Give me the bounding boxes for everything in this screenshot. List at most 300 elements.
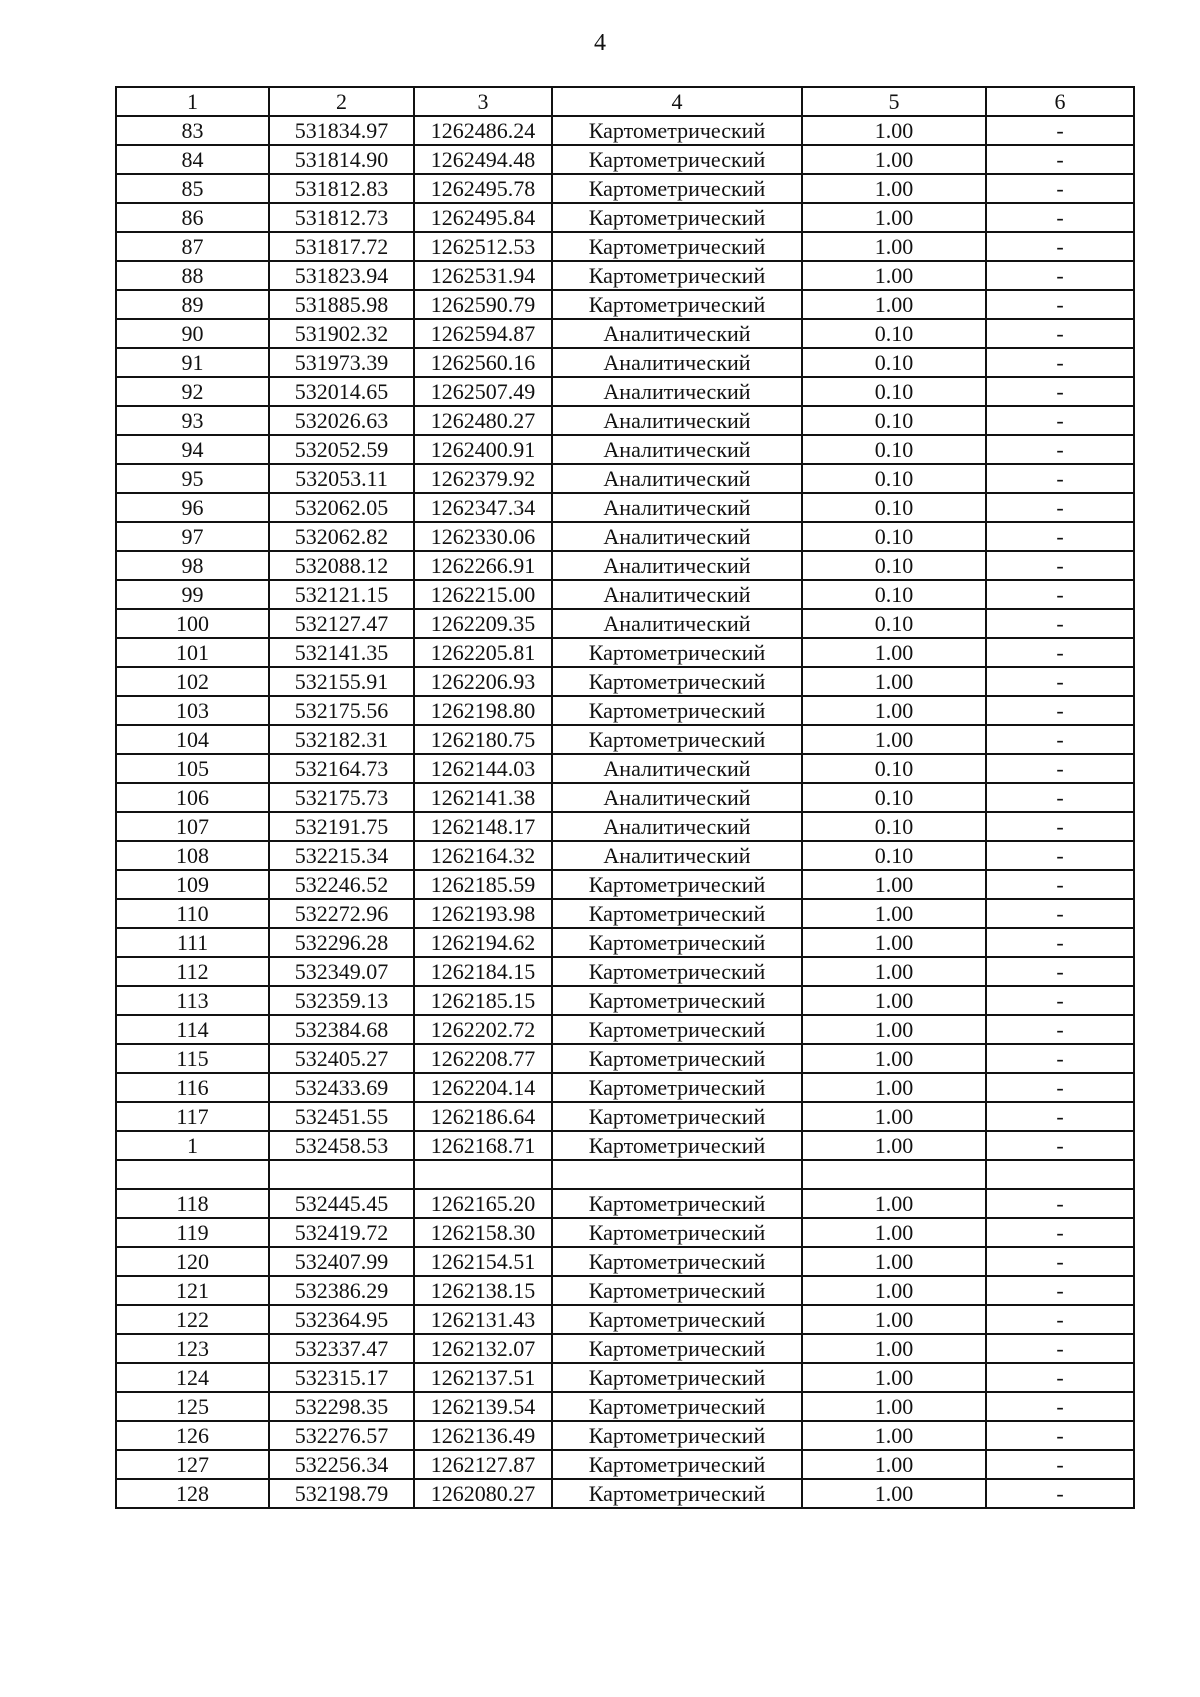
header-col-3: 3	[414, 87, 552, 116]
table-row	[116, 551, 1134, 580]
method-cell: Картометрический	[552, 638, 802, 667]
accuracy-cell: 1.00	[802, 1102, 986, 1131]
header-col-1: 1	[116, 87, 269, 116]
table-row	[116, 174, 1134, 203]
accuracy-cell: 1.00	[802, 1450, 986, 1479]
accuracy-cell: 1.00	[802, 638, 986, 667]
y-coordinate-cell: 1262594.87	[414, 319, 552, 348]
method-cell: Картометрический	[552, 1392, 802, 1421]
accuracy-cell: 1.00	[802, 899, 986, 928]
y-coordinate-cell: 1262141.38	[414, 783, 552, 812]
page-number: 4	[594, 30, 606, 56]
point-number-cell: 113	[116, 986, 269, 1015]
method-cell: Картометрический	[552, 870, 802, 899]
point-number-cell: 107	[116, 812, 269, 841]
x-coordinate-cell: 532062.82	[269, 522, 414, 551]
x-coordinate-cell: 532175.73	[269, 783, 414, 812]
x-coordinate-cell: 532026.63	[269, 406, 414, 435]
point-number-cell: 122	[116, 1305, 269, 1334]
point-number-cell: 126	[116, 1421, 269, 1450]
x-coordinate-cell: 532121.15	[269, 580, 414, 609]
method-cell: Аналитический	[552, 406, 802, 435]
x-coordinate-cell: 532419.72	[269, 1218, 414, 1247]
note-cell: -	[986, 870, 1134, 899]
accuracy-cell: 0.10	[802, 319, 986, 348]
point-number-cell: 101	[116, 638, 269, 667]
x-coordinate-cell: 531812.83	[269, 174, 414, 203]
method-cell: Картометрический	[552, 696, 802, 725]
x-coordinate-cell: 532445.45	[269, 1189, 414, 1218]
header-col-2: 2	[269, 87, 414, 116]
note-cell	[986, 1160, 1134, 1189]
accuracy-cell: 0.10	[802, 522, 986, 551]
point-number-cell: 89	[116, 290, 269, 319]
table-row	[116, 696, 1134, 725]
point-number-cell: 125	[116, 1392, 269, 1421]
point-number-cell: 93	[116, 406, 269, 435]
note-cell: -	[986, 435, 1134, 464]
header-col-5: 5	[802, 87, 986, 116]
accuracy-cell: 1.00	[802, 116, 986, 145]
note-cell: -	[986, 1334, 1134, 1363]
y-coordinate-cell: 1262185.15	[414, 986, 552, 1015]
y-coordinate-cell: 1262266.91	[414, 551, 552, 580]
method-cell: Аналитический	[552, 377, 802, 406]
table-row	[116, 377, 1134, 406]
note-cell: -	[986, 493, 1134, 522]
accuracy-cell: 0.10	[802, 841, 986, 870]
coordinates-table	[115, 86, 1135, 1509]
accuracy-cell: 1.00	[802, 174, 986, 203]
method-cell: Аналитический	[552, 609, 802, 638]
y-coordinate-cell: 1262495.84	[414, 203, 552, 232]
y-coordinate-cell: 1262193.98	[414, 899, 552, 928]
point-number-cell: 110	[116, 899, 269, 928]
y-coordinate-cell: 1262132.07	[414, 1334, 552, 1363]
table-row	[116, 232, 1134, 261]
method-cell: Аналитический	[552, 580, 802, 609]
note-cell: -	[986, 1189, 1134, 1218]
y-coordinate-cell: 1262205.81	[414, 638, 552, 667]
point-number-cell: 108	[116, 841, 269, 870]
table-header-row	[116, 87, 1134, 116]
point-number-cell	[116, 1160, 269, 1189]
method-cell: Аналитический	[552, 435, 802, 464]
x-coordinate-cell: 532191.75	[269, 812, 414, 841]
table-row	[116, 754, 1134, 783]
method-cell: Картометрический	[552, 899, 802, 928]
accuracy-cell	[802, 1160, 986, 1189]
x-coordinate-cell: 532386.29	[269, 1276, 414, 1305]
accuracy-cell: 1.00	[802, 1131, 986, 1160]
table-row	[116, 1479, 1134, 1508]
point-number-cell: 86	[116, 203, 269, 232]
x-coordinate-cell	[269, 1160, 414, 1189]
note-cell: -	[986, 812, 1134, 841]
x-coordinate-cell: 532272.96	[269, 899, 414, 928]
method-cell: Картометрический	[552, 957, 802, 986]
note-cell: -	[986, 1015, 1134, 1044]
accuracy-cell: 1.00	[802, 1015, 986, 1044]
method-cell: Аналитический	[552, 783, 802, 812]
x-coordinate-cell: 531834.97	[269, 116, 414, 145]
method-cell: Аналитический	[552, 551, 802, 580]
note-cell: -	[986, 1218, 1134, 1247]
method-cell: Картометрический	[552, 1247, 802, 1276]
table-row	[116, 1073, 1134, 1102]
accuracy-cell: 1.00	[802, 290, 986, 319]
y-coordinate-cell: 1262486.24	[414, 116, 552, 145]
point-number-cell: 104	[116, 725, 269, 754]
accuracy-cell: 1.00	[802, 1363, 986, 1392]
point-number-cell: 95	[116, 464, 269, 493]
table-row	[116, 1102, 1134, 1131]
point-number-cell: 109	[116, 870, 269, 899]
method-cell: Аналитический	[552, 812, 802, 841]
table-row	[116, 1189, 1134, 1218]
accuracy-cell: 1.00	[802, 1073, 986, 1102]
accuracy-cell: 1.00	[802, 1189, 986, 1218]
y-coordinate-cell: 1262144.03	[414, 754, 552, 783]
y-coordinate-cell: 1262148.17	[414, 812, 552, 841]
x-coordinate-cell: 532198.79	[269, 1479, 414, 1508]
table-row	[116, 290, 1134, 319]
accuracy-cell: 1.00	[802, 1305, 986, 1334]
table-row	[116, 580, 1134, 609]
accuracy-cell: 0.10	[802, 406, 986, 435]
x-coordinate-cell: 531823.94	[269, 261, 414, 290]
x-coordinate-cell: 532405.27	[269, 1044, 414, 1073]
point-number-cell: 98	[116, 551, 269, 580]
note-cell: -	[986, 783, 1134, 812]
x-coordinate-cell: 532433.69	[269, 1073, 414, 1102]
y-coordinate-cell: 1262185.59	[414, 870, 552, 899]
point-number-cell: 123	[116, 1334, 269, 1363]
x-coordinate-cell: 531814.90	[269, 145, 414, 174]
table-row	[116, 203, 1134, 232]
accuracy-cell: 0.10	[802, 464, 986, 493]
table-row	[116, 1044, 1134, 1073]
y-coordinate-cell: 1262127.87	[414, 1450, 552, 1479]
y-coordinate-cell: 1262204.14	[414, 1073, 552, 1102]
x-coordinate-cell: 531902.32	[269, 319, 414, 348]
table-row	[116, 406, 1134, 435]
note-cell: -	[986, 986, 1134, 1015]
table-row	[116, 1421, 1134, 1450]
y-coordinate-cell: 1262215.00	[414, 580, 552, 609]
method-cell: Картометрический	[552, 1102, 802, 1131]
x-coordinate-cell: 531812.73	[269, 203, 414, 232]
accuracy-cell: 0.10	[802, 377, 986, 406]
point-number-cell: 114	[116, 1015, 269, 1044]
point-number-cell: 1	[116, 1131, 269, 1160]
point-number-cell: 99	[116, 580, 269, 609]
y-coordinate-cell: 1262379.92	[414, 464, 552, 493]
x-coordinate-cell: 532364.95	[269, 1305, 414, 1334]
point-number-cell: 105	[116, 754, 269, 783]
accuracy-cell: 0.10	[802, 493, 986, 522]
table-row	[116, 1392, 1134, 1421]
note-cell: -	[986, 377, 1134, 406]
method-cell: Аналитический	[552, 493, 802, 522]
table-row	[116, 667, 1134, 696]
note-cell: -	[986, 1450, 1134, 1479]
y-coordinate-cell: 1262480.27	[414, 406, 552, 435]
table-row	[116, 1363, 1134, 1392]
y-coordinate-cell: 1262202.72	[414, 1015, 552, 1044]
note-cell: -	[986, 1421, 1134, 1450]
note-cell: -	[986, 116, 1134, 145]
table-row	[116, 638, 1134, 667]
x-coordinate-cell: 532246.52	[269, 870, 414, 899]
table-row	[116, 1015, 1134, 1044]
method-cell: Картометрический	[552, 174, 802, 203]
note-cell: -	[986, 1247, 1134, 1276]
point-number-cell: 96	[116, 493, 269, 522]
x-coordinate-cell: 532215.34	[269, 841, 414, 870]
note-cell: -	[986, 1305, 1134, 1334]
y-coordinate-cell: 1262164.32	[414, 841, 552, 870]
accuracy-cell: 1.00	[802, 203, 986, 232]
accuracy-cell: 1.00	[802, 1044, 986, 1073]
method-cell: Картометрический	[552, 1189, 802, 1218]
table-row	[116, 1450, 1134, 1479]
note-cell: -	[986, 1363, 1134, 1392]
point-number-cell: 94	[116, 435, 269, 464]
y-coordinate-cell: 1262154.51	[414, 1247, 552, 1276]
note-cell: -	[986, 1044, 1134, 1073]
table-row	[116, 812, 1134, 841]
point-number-cell: 92	[116, 377, 269, 406]
method-cell: Аналитический	[552, 348, 802, 377]
x-coordinate-cell: 532298.35	[269, 1392, 414, 1421]
accuracy-cell: 1.00	[802, 1392, 986, 1421]
y-coordinate-cell: 1262590.79	[414, 290, 552, 319]
x-coordinate-cell: 532014.65	[269, 377, 414, 406]
accuracy-cell: 0.10	[802, 609, 986, 638]
table-row	[116, 261, 1134, 290]
method-cell: Аналитический	[552, 464, 802, 493]
method-cell: Аналитический	[552, 522, 802, 551]
method-cell: Картометрический	[552, 725, 802, 754]
table-row	[116, 464, 1134, 493]
method-cell: Картометрический	[552, 1334, 802, 1363]
accuracy-cell: 0.10	[802, 551, 986, 580]
table-row	[116, 435, 1134, 464]
y-coordinate-cell: 1262347.34	[414, 493, 552, 522]
x-coordinate-cell: 532052.59	[269, 435, 414, 464]
y-coordinate-cell: 1262180.75	[414, 725, 552, 754]
y-coordinate-cell: 1262131.43	[414, 1305, 552, 1334]
table-row	[116, 319, 1134, 348]
header-col-4: 4	[552, 87, 802, 116]
point-number-cell: 85	[116, 174, 269, 203]
note-cell: -	[986, 580, 1134, 609]
point-number-cell: 120	[116, 1247, 269, 1276]
method-cell: Картометрический	[552, 1073, 802, 1102]
table-row	[116, 725, 1134, 754]
x-coordinate-cell: 532155.91	[269, 667, 414, 696]
point-number-cell: 128	[116, 1479, 269, 1508]
table-row	[116, 986, 1134, 1015]
x-coordinate-cell: 532088.12	[269, 551, 414, 580]
table-row	[116, 1247, 1134, 1276]
table-row	[116, 783, 1134, 812]
point-number-cell: 121	[116, 1276, 269, 1305]
accuracy-cell: 1.00	[802, 261, 986, 290]
point-number-cell: 100	[116, 609, 269, 638]
table-row	[116, 1160, 1134, 1189]
method-cell: Картометрический	[552, 1363, 802, 1392]
accuracy-cell: 0.10	[802, 580, 986, 609]
point-number-cell: 84	[116, 145, 269, 174]
accuracy-cell: 0.10	[802, 754, 986, 783]
table-row	[116, 493, 1134, 522]
y-coordinate-cell: 1262184.15	[414, 957, 552, 986]
accuracy-cell: 1.00	[802, 1334, 986, 1363]
method-cell	[552, 1160, 802, 1189]
accuracy-cell: 1.00	[802, 928, 986, 957]
method-cell: Картометрический	[552, 290, 802, 319]
method-cell: Картометрический	[552, 261, 802, 290]
method-cell: Картометрический	[552, 116, 802, 145]
y-coordinate-cell: 1262137.51	[414, 1363, 552, 1392]
note-cell: -	[986, 464, 1134, 493]
accuracy-cell: 1.00	[802, 986, 986, 1015]
x-coordinate-cell: 531817.72	[269, 232, 414, 261]
x-coordinate-cell: 532276.57	[269, 1421, 414, 1450]
note-cell: -	[986, 841, 1134, 870]
x-coordinate-cell: 531973.39	[269, 348, 414, 377]
note-cell: -	[986, 928, 1134, 957]
note-cell: -	[986, 696, 1134, 725]
table-row	[116, 899, 1134, 928]
note-cell: -	[986, 203, 1134, 232]
accuracy-cell: 0.10	[802, 348, 986, 377]
note-cell: -	[986, 957, 1134, 986]
x-coordinate-cell: 532296.28	[269, 928, 414, 957]
point-number-cell: 112	[116, 957, 269, 986]
y-coordinate-cell: 1262531.94	[414, 261, 552, 290]
note-cell: -	[986, 319, 1134, 348]
x-coordinate-cell: 532337.47	[269, 1334, 414, 1363]
method-cell: Аналитический	[552, 841, 802, 870]
note-cell: -	[986, 551, 1134, 580]
accuracy-cell: 1.00	[802, 725, 986, 754]
note-cell: -	[986, 609, 1134, 638]
header-col-6: 6	[986, 87, 1134, 116]
table-row	[116, 609, 1134, 638]
method-cell: Картометрический	[552, 1131, 802, 1160]
y-coordinate-cell: 1262494.48	[414, 145, 552, 174]
table-row	[116, 145, 1134, 174]
x-coordinate-cell: 532182.31	[269, 725, 414, 754]
y-coordinate-cell: 1262138.15	[414, 1276, 552, 1305]
x-coordinate-cell: 532062.05	[269, 493, 414, 522]
x-coordinate-cell: 532175.56	[269, 696, 414, 725]
note-cell: -	[986, 754, 1134, 783]
method-cell: Картометрический	[552, 1015, 802, 1044]
method-cell: Картометрический	[552, 667, 802, 696]
point-number-cell: 124	[116, 1363, 269, 1392]
note-cell: -	[986, 1276, 1134, 1305]
note-cell: -	[986, 725, 1134, 754]
note-cell: -	[986, 261, 1134, 290]
y-coordinate-cell: 1262206.93	[414, 667, 552, 696]
table-row	[116, 116, 1134, 145]
note-cell: -	[986, 348, 1134, 377]
accuracy-cell: 1.00	[802, 232, 986, 261]
y-coordinate-cell: 1262139.54	[414, 1392, 552, 1421]
note-cell: -	[986, 174, 1134, 203]
note-cell: -	[986, 522, 1134, 551]
y-coordinate-cell: 1262194.62	[414, 928, 552, 957]
point-number-cell: 127	[116, 1450, 269, 1479]
point-number-cell: 87	[116, 232, 269, 261]
x-coordinate-cell: 531885.98	[269, 290, 414, 319]
y-coordinate-cell: 1262560.16	[414, 348, 552, 377]
y-coordinate-cell: 1262136.49	[414, 1421, 552, 1450]
accuracy-cell: 1.00	[802, 1218, 986, 1247]
note-cell: -	[986, 406, 1134, 435]
point-number-cell: 91	[116, 348, 269, 377]
note-cell: -	[986, 1392, 1134, 1421]
method-cell: Картометрический	[552, 1479, 802, 1508]
accuracy-cell: 1.00	[802, 145, 986, 174]
note-cell: -	[986, 899, 1134, 928]
y-coordinate-cell: 1262198.80	[414, 696, 552, 725]
note-cell: -	[986, 1479, 1134, 1508]
note-cell: -	[986, 145, 1134, 174]
note-cell: -	[986, 667, 1134, 696]
x-coordinate-cell: 532349.07	[269, 957, 414, 986]
point-number-cell: 117	[116, 1102, 269, 1131]
x-coordinate-cell: 532141.35	[269, 638, 414, 667]
x-coordinate-cell: 532256.34	[269, 1450, 414, 1479]
table-row	[116, 841, 1134, 870]
y-coordinate-cell: 1262330.06	[414, 522, 552, 551]
method-cell: Аналитический	[552, 754, 802, 783]
accuracy-cell: 1.00	[802, 870, 986, 899]
accuracy-cell: 1.00	[802, 1247, 986, 1276]
y-coordinate-cell: 1262165.20	[414, 1189, 552, 1218]
note-cell: -	[986, 1131, 1134, 1160]
y-coordinate-cell: 1262168.71	[414, 1131, 552, 1160]
accuracy-cell: 1.00	[802, 957, 986, 986]
accuracy-cell: 1.00	[802, 1421, 986, 1450]
accuracy-cell: 1.00	[802, 1479, 986, 1508]
table-row	[116, 1305, 1134, 1334]
method-cell: Картометрический	[552, 1276, 802, 1305]
point-number-cell: 106	[116, 783, 269, 812]
y-coordinate-cell: 1262158.30	[414, 1218, 552, 1247]
accuracy-cell: 0.10	[802, 435, 986, 464]
table-row	[116, 1131, 1134, 1160]
point-number-cell: 102	[116, 667, 269, 696]
y-coordinate-cell: 1262186.64	[414, 1102, 552, 1131]
method-cell: Картометрический	[552, 1044, 802, 1073]
table-row	[116, 348, 1134, 377]
note-cell: -	[986, 638, 1134, 667]
accuracy-cell: 1.00	[802, 696, 986, 725]
x-coordinate-cell: 532127.47	[269, 609, 414, 638]
table-row	[116, 1334, 1134, 1363]
point-number-cell: 116	[116, 1073, 269, 1102]
method-cell: Картометрический	[552, 145, 802, 174]
accuracy-cell: 1.00	[802, 1276, 986, 1305]
y-coordinate-cell: 1262495.78	[414, 174, 552, 203]
table-row	[116, 870, 1134, 899]
